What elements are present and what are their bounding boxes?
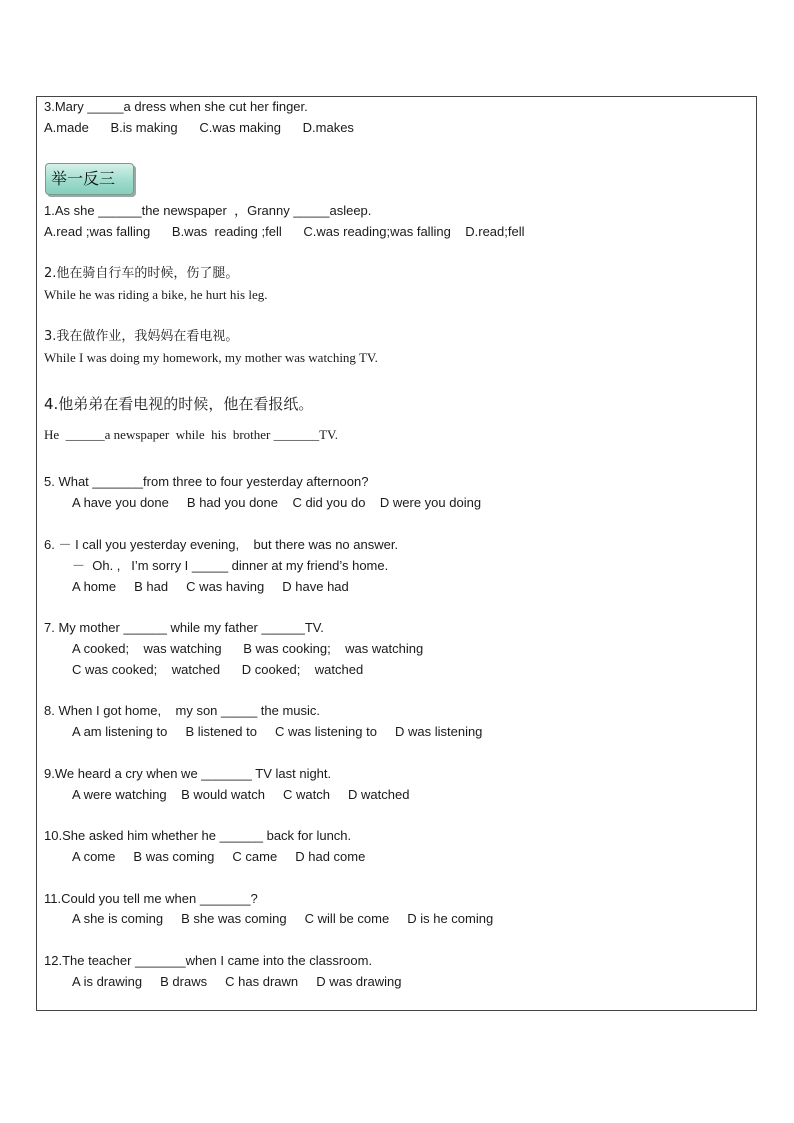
- practice-7-options-ab: A cooked; was watching B was cooking; was watching: [72, 641, 424, 656]
- practice-12-options: A is drawing B draws C has drawn D was drawing: [72, 974, 402, 989]
- practice-3-chinese: 3.我在做作业，我妈妈在看电视。: [44, 329, 239, 344]
- practice-7-stem: 7. My mother ______ while my father ______TV.: [44, 620, 324, 635]
- practice-10-stem: 10.She asked him whether he ______ back for lunch.: [44, 828, 352, 843]
- practice-11-stem: 11.Could you tell me when _______?: [44, 891, 258, 906]
- question-3-options: A.made B.is making C.was making D.makes: [44, 120, 354, 135]
- practice-11-options: A she is coming B she was coming C will be come D is he coming: [72, 911, 494, 926]
- section-badge: 举一反三: [45, 163, 134, 195]
- practice-6-options: A home B had C was having D have had: [72, 579, 349, 594]
- practice-2-english: While he was riding a bike, he hurt his leg.: [44, 287, 268, 302]
- practice-10-options: A come B was coming C came D had come: [72, 849, 366, 864]
- practice-9-stem: 9.We heard a cry when we _______ TV last night.: [44, 766, 332, 781]
- practice-9-options: A were watching B would watch C watch D watched: [72, 787, 410, 802]
- practice-1-options: A.read ;was falling B.was reading ;fell C.was reading;was falling D.read;fell: [44, 224, 525, 239]
- practice-7-options-cd: C was cooked; watched D cooked; watched: [72, 662, 364, 677]
- practice-1-stem: 1.As she ______the newspaper ，Granny _____asleep.: [44, 203, 372, 218]
- practice-5-options: A have you done B had you done C did you do D were you doing: [72, 495, 482, 510]
- practice-8-options: A am listening to B listened to C was listening to D was listening: [72, 724, 483, 739]
- practice-6-line2: － Oh. , I’m sorry I _____ dinner at my friend’s home.: [72, 558, 389, 573]
- practice-5-stem: 5. What _______from three to four yesterday afternoon?: [44, 474, 369, 489]
- practice-12-stem: 12.The teacher _______when I came into the classroom.: [44, 953, 373, 968]
- practice-4-english: He ______a newspaper while his brother _______TV.: [44, 427, 339, 442]
- practice-3-english: While I was doing my homework, my mother was watching TV.: [44, 350, 378, 365]
- practice-4-chinese: 4.他弟弟在看电视的时候，他在看报纸。: [44, 395, 314, 413]
- practice-8-stem: 8. When I got home, my son _____ the music.: [44, 703, 321, 718]
- practice-2-chinese: 2.他在骑自行车的时候，伤了腿。: [44, 266, 239, 281]
- practice-6-stem: 6. － I call you yesterday evening, but there was no answer.: [44, 537, 399, 552]
- question-3-stem: 3.Mary _____a dress when she cut her finger.: [44, 99, 308, 114]
